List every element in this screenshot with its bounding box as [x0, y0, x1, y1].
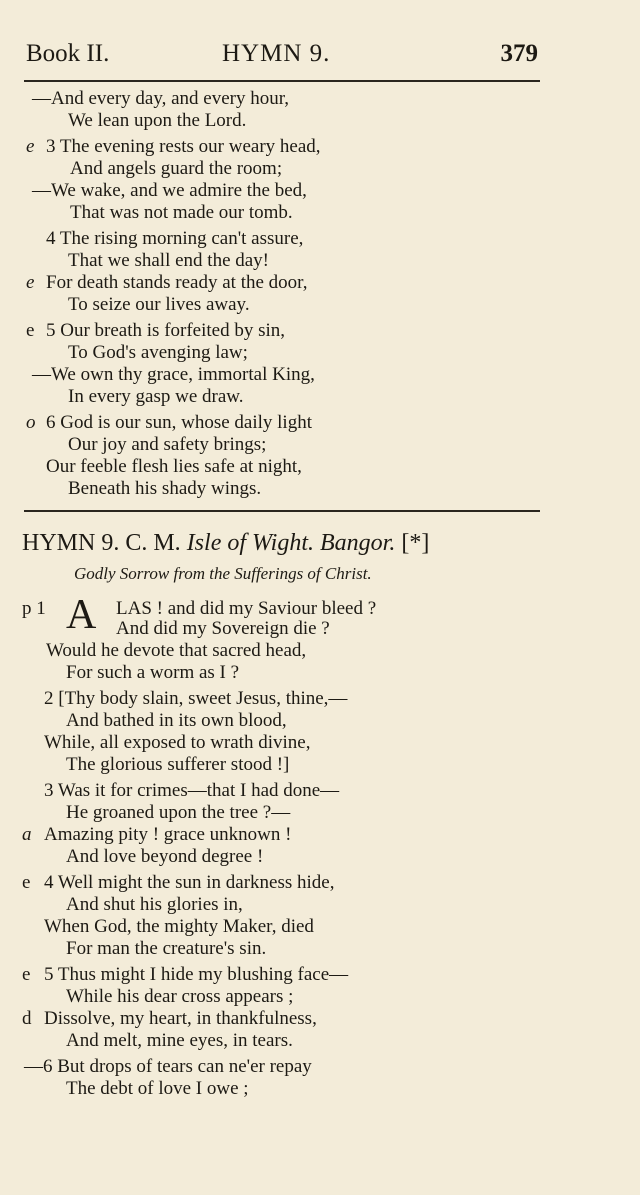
text-line: 4 Well might the sun in darkness hide,	[44, 872, 335, 893]
dynamic-mark: a	[22, 824, 32, 845]
dynamic-mark: e	[22, 872, 31, 893]
page-header	[26, 40, 538, 72]
dynamic-mark: e	[26, 320, 35, 341]
page-number: 379	[500, 40, 538, 67]
text-line: 5 Our breath is forfeited by sin,	[46, 320, 286, 341]
hymn-title	[22, 530, 429, 557]
hymn-subtitle: Godly Sorrow from the Sufferings of Christ.	[74, 564, 372, 583]
text-line: And angels guard the room;	[70, 158, 283, 179]
hymn-number: HYMN 9. C. M.	[22, 530, 181, 556]
text-line: 2 [Thy body slain, sweet Jesus, thine,—	[44, 688, 348, 709]
text-line: 5 Thus might I hide my blushing face—	[44, 964, 349, 985]
dynamic-mark: d	[22, 1008, 32, 1029]
text-line: Amazing pity ! grace unknown !	[44, 824, 292, 845]
text-line: —We wake, and we admire the bed,	[32, 180, 307, 201]
dynamic-mark: e	[26, 136, 35, 157]
text-line: Beneath his shady wings.	[68, 478, 262, 499]
text-line: —We own thy grace, immortal King,	[32, 364, 315, 385]
text-line: —6 But drops of tears can ne'er repay	[24, 1056, 312, 1077]
text-line: We lean upon the Lord.	[68, 110, 247, 131]
text-line: —And every day, and every hour,	[32, 88, 290, 109]
text-line: And bathed in its own blood,	[66, 710, 287, 731]
book-label: Book II.	[26, 40, 110, 67]
text-line: To God's avenging law;	[68, 342, 248, 363]
text-line: For such a worm as I ?	[66, 662, 240, 683]
header-rule	[24, 80, 540, 82]
text-line: While his dear cross appears ;	[66, 986, 294, 1007]
text-line: Would he devote that sacred head,	[46, 640, 307, 661]
text-line: In every gasp we draw.	[68, 386, 244, 407]
text-line: To seize our lives away.	[68, 294, 250, 315]
text-line: The debt of love I owe ;	[66, 1078, 249, 1099]
hymn-note: [*]	[401, 530, 430, 556]
text-line: That was not made our tomb.	[70, 202, 293, 223]
text-line: LAS ! and did my Saviour bleed ?	[116, 598, 377, 619]
hymn-tunes: Isle of Wight. Bangor.	[186, 530, 396, 556]
text-line: 3 The evening rests our weary head,	[46, 136, 321, 157]
text-line: And did my Sovereign die ?	[116, 618, 330, 639]
text-line: While, all exposed to wrath divine,	[44, 732, 311, 753]
text-line: Our joy and safety brings;	[68, 434, 267, 455]
text-line: 4 The rising morning can't assure,	[46, 228, 304, 249]
dynamic-mark: e	[22, 964, 31, 985]
verse-mark: p 1	[22, 598, 46, 619]
section-rule	[24, 510, 540, 512]
text-line: 6 God is our sun, whose daily light	[46, 412, 312, 433]
text-line: He groaned upon the tree ?—	[66, 802, 291, 823]
drop-cap: A	[66, 592, 97, 638]
dynamic-mark: o	[26, 412, 36, 433]
text-line: And shut his glories in,	[66, 894, 243, 915]
dynamic-mark: e	[26, 272, 35, 293]
text-line: And melt, mine eyes, in tears.	[66, 1030, 293, 1051]
text-line: That we shall end the day!	[68, 250, 270, 271]
text-line: Our feeble flesh lies safe at night,	[46, 456, 302, 477]
text-line: For death stands ready at the door,	[46, 272, 308, 293]
running-title: HYMN 9.	[222, 40, 331, 67]
text-line: And love beyond degree !	[66, 846, 264, 867]
text-line: Dissolve, my heart, in thankfulness,	[44, 1008, 317, 1029]
text-line: The glorious sufferer stood !]	[66, 754, 290, 775]
text-line: 3 Was it for crimes—that I had done—	[44, 780, 340, 801]
text-line: When God, the mighty Maker, died	[44, 916, 314, 937]
text-line: For man the creature's sin.	[66, 938, 267, 959]
